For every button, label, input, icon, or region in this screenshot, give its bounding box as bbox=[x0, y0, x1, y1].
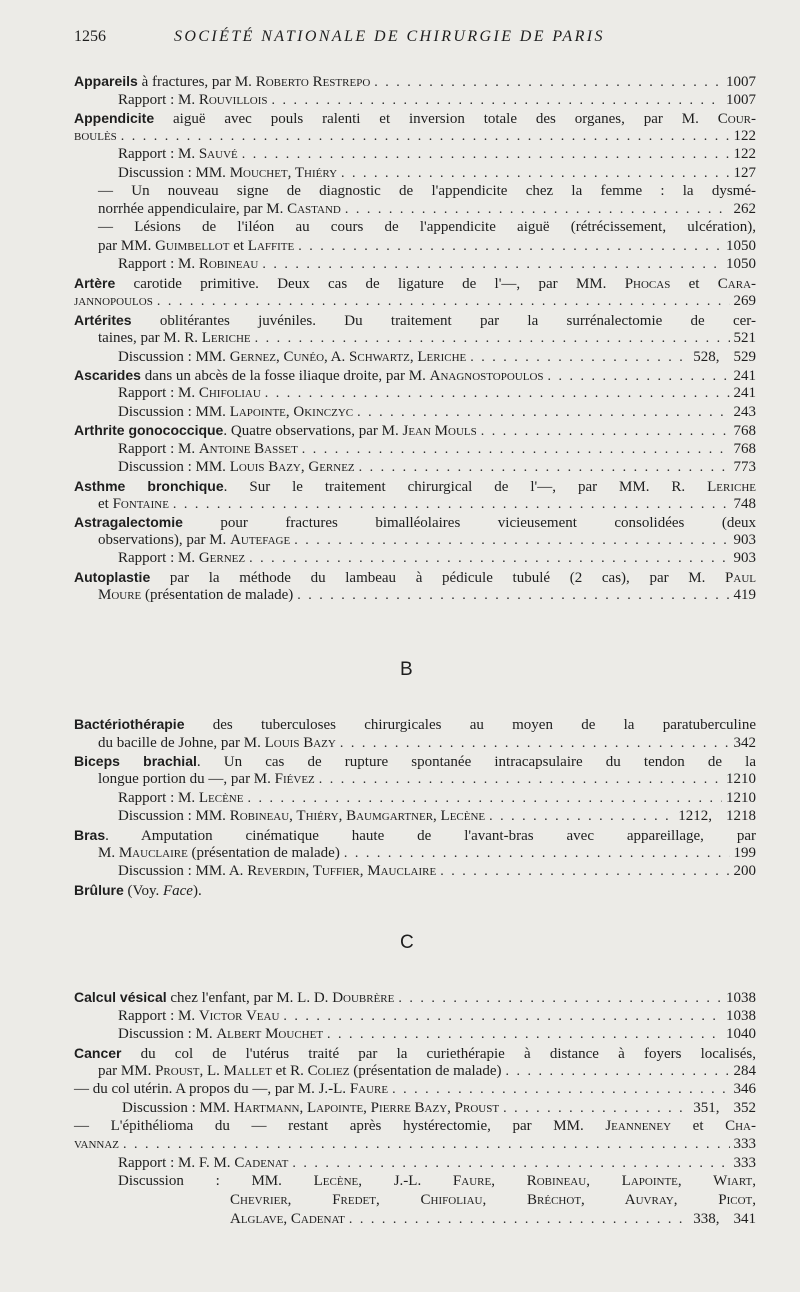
entry-bras: Bras. Amputation cinématique haute de l'avant-bras avec appareillage, par bbox=[74, 827, 756, 844]
entry-biceps-discussion: Discussion : MM. Robineau, Thiéry, Baumgartner, Lecène . . . 1212, 1218 bbox=[118, 807, 756, 826]
entry-epithelioma-discussion: Discussion : MM. Lecène, J.-L. Faure, Robineau, Lapointe, Wiart, bbox=[118, 1173, 757, 1189]
entry-appendicite-rapport: Rapport : M. Sauvé . . . 122 bbox=[118, 145, 756, 164]
entry-appareils: Appareils à fractures, par M. Roberto Restrepo . . . 1007 bbox=[74, 72, 756, 91]
entry-biceps-rapport: Rapport : M. Lecène . . . 1210 bbox=[118, 789, 756, 808]
entry-epithelioma: — L'épithélioma du — restant après hystérectomie, par MM. Jeanneney et Cha- bbox=[74, 1118, 756, 1134]
page-number: 1256 bbox=[74, 28, 106, 45]
entry-epithelioma-discussion-cont1: Chevrier, Fredet, Chifoliau, Bréchot, Auvray, Picot, bbox=[230, 1192, 756, 1208]
entry-cancer-col-discussion: Discussion : MM. Hartmann, Lapointe, Pierre Bazy, Proust . . . 351, 352 bbox=[122, 1099, 756, 1118]
entry-epithelioma-cont: vannaz . . . 333 bbox=[74, 1135, 756, 1154]
entry-artere-cont: jannopoulos . . . 269 bbox=[74, 292, 756, 311]
entry-appendicite-discussion: Discussion : MM. Mouchet, Thiéry . . . 127 bbox=[118, 164, 756, 183]
entry-appendicite-cont: boulès . . . 122 bbox=[74, 127, 756, 146]
entry-calcul-rapport: Rapport : M. Victor Veau . . . 1038 bbox=[118, 1007, 756, 1026]
entry-brulure: Brûlure (Voy. Face). bbox=[74, 882, 202, 899]
entry-autoplastie-cont: Moure (présentation de malade) . . . 419 bbox=[98, 586, 756, 605]
entry-ascarides: Ascarides dans un abcès de la fosse iliaque droite, par M. Anagnostopoulos . . . 241 bbox=[74, 366, 756, 385]
entry-appendicite-lesions-rapport: Rapport : M. Robineau . . . 1050 bbox=[118, 255, 756, 274]
entry-ascarides-discussion: Discussion : MM. Lapointe, Okinczyc . . . 243 bbox=[118, 403, 756, 422]
entry-astragalectomie: Astragalectomie pour fractures bimalléolaires vicieusement consolidées (deux bbox=[74, 514, 756, 531]
entry-calcul: Calcul vésical chez l'enfant, par M. L. D. Doubrère . . . 1038 bbox=[74, 988, 756, 1007]
entry-calcul-discussion: Discussion : M. Albert Mouchet . . . 1040 bbox=[118, 1025, 756, 1044]
entry-cancer: Cancer du col de l'utérus traité par la curiethérapie à distance à foyers localisés, bbox=[74, 1045, 756, 1062]
entry-bacteriotherapie-cont: du bacille de Johne, par M. Louis Bazy . . . 342 bbox=[98, 734, 756, 753]
entry-autoplastie: Autoplastie par la méthode du lambeau à pédicule tubulé (2 cas), par M. Paul bbox=[74, 569, 756, 586]
entry-appendicite-signe: — Un nouveau signe de diagnostic de l'appendicite chez la femme : la dysmé- bbox=[98, 183, 756, 199]
entry-appendicite: Appendicite aiguë avec pouls ralenti et inversion totale des organes, par M. Cour- bbox=[74, 110, 756, 127]
entry-cancer-col: — du col utérin. A propos du —, par M. J.-L. Faure . . . 346 bbox=[74, 1080, 756, 1099]
entry-arterites: Artérites oblitérantes juvéniles. Du traitement par la surrénalectomie de cer- bbox=[74, 312, 756, 329]
entry-arthrite-discussion: Discussion : MM. Louis Bazy, Gernez . . . 773 bbox=[118, 458, 756, 477]
section-letter-c: C bbox=[400, 932, 414, 953]
entry-ascarides-rapport: Rapport : M. Chifoliau . . . 241 bbox=[118, 384, 756, 403]
entry-appendicite-lesions: — Lésions de l'iléon au cours de l'appendicite aiguë (rétrécissement, ulcération), bbox=[98, 219, 756, 235]
entry-asthme-cont: et Fontaine . . . 748 bbox=[98, 495, 756, 514]
entry-bras-cont: M. Mauclaire (présentation de malade) . . . 199 bbox=[98, 844, 756, 863]
entry-arthrite-rapport: Rapport : M. Antoine Basset . . . 768 bbox=[118, 440, 756, 459]
running-title: SOCIÉTÉ NATIONALE DE CHIRURGIE DE PARIS bbox=[174, 28, 605, 45]
entry-astragalectomie-cont: observations), par M. Autefage . . . 903 bbox=[98, 531, 756, 550]
entry-artere: Artère carotide primitive. Deux cas de ligature de l'—, par MM. Phocas et Cara- bbox=[74, 275, 757, 292]
entry-arthrite: Arthrite gonococcique. Quatre observations, par M. Jean Mouls . . . 768 bbox=[74, 421, 756, 440]
entry-biceps: Biceps brachial. Un cas de rupture spontanée intracapsulaire du tendon de la bbox=[74, 753, 756, 770]
page-header bbox=[74, 28, 746, 50]
entry-astragalectomie-rapport: Rapport : M. Gernez . . . 903 bbox=[118, 549, 756, 568]
entry-epithelioma-rapport: Rapport : M. F. M. Cadenat . . . 333 bbox=[118, 1154, 756, 1173]
entry-bras-discussion: Discussion : MM. A. Reverdin, Tuffier, Mauclaire . . . 200 bbox=[118, 862, 756, 881]
entry-appareils-rapport: Rapport : M. Rouvillois . . . 1007 bbox=[118, 91, 756, 110]
entry-appendicite-lesions-cont: par MM. Guimbellot et Laffite . . . 1050 bbox=[98, 237, 756, 256]
entry-appendicite-signe-cont: norrhée appendiculaire, par M. Castand . . . 262 bbox=[98, 200, 756, 219]
entry-biceps-cont: longue portion du —, par M. Fiévez . . . 1210 bbox=[98, 770, 756, 789]
entry-arterites-discussion: Discussion : MM. Gernez, Cunéo, A. Schwartz, Leriche . . . 528, 529 bbox=[118, 348, 756, 367]
entry-epithelioma-discussion-cont2: Alglave, Cadenat . . . 338, 341 bbox=[230, 1210, 756, 1229]
entry-bacteriotherapie: Bactériothérapie des tuberculoses chirurgicales au moyen de la paratuberculine bbox=[74, 716, 756, 733]
entry-asthme: Asthme bronchique. Sur le traitement chirurgical de l'—, par MM. R. Leriche bbox=[74, 478, 756, 495]
entry-cancer-cont: par MM. Proust, L. Mallet et R. Coliez (présentation de malade) . . . 284 bbox=[98, 1062, 756, 1081]
section-letter-b: B bbox=[400, 659, 413, 680]
entry-arterites-cont: taines, par M. R. Leriche . . . 521 bbox=[98, 329, 756, 348]
